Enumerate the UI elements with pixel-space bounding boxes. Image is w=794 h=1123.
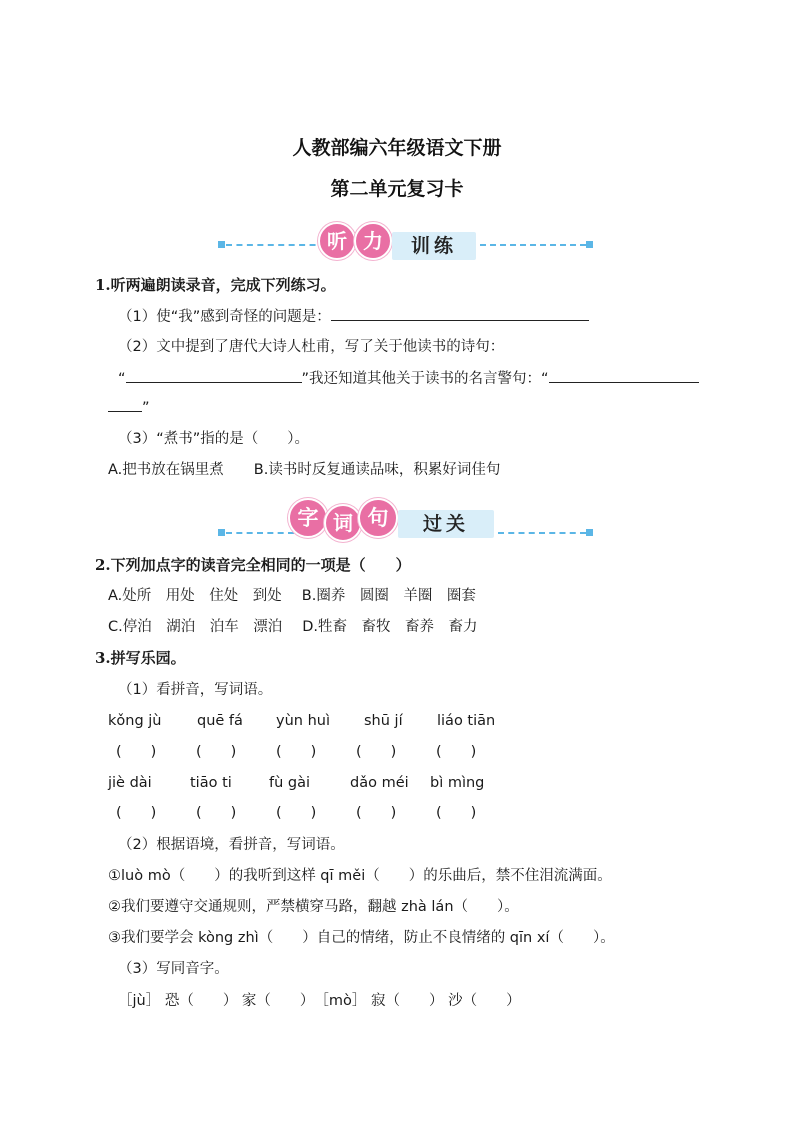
answer-parentheses[interactable]: ( ) xyxy=(356,805,397,821)
question-1-part-2: （2）文中提到了唐代大诗人杜甫，写了关于他读书的诗句： xyxy=(118,339,505,355)
question-1-part-2-quote xyxy=(118,368,699,389)
answer-parentheses[interactable]: ( ) xyxy=(196,805,237,821)
answer-parentheses[interactable]: ( ) xyxy=(276,744,317,760)
pinyin-item: fù gài xyxy=(269,775,311,791)
question-3-heading: 3.拼写乐园。 xyxy=(95,649,186,667)
answer-blank[interactable] xyxy=(108,397,142,412)
pinyin-item: kǒng jù xyxy=(108,713,162,729)
pinyin-row-2 xyxy=(0,773,794,793)
context-sentence-1: ①luò mò（ ）的我听到这样 qī měi（ ）的乐曲后，禁不住泪流满面。 xyxy=(108,868,612,884)
banner-dashed-line xyxy=(498,532,586,534)
answer-parentheses[interactable]: ( ) xyxy=(116,805,157,821)
pinyin-item: shū jí xyxy=(364,713,403,729)
answer-parentheses[interactable]: ( ) xyxy=(116,744,157,760)
answer-parentheses[interactable]: ( ) xyxy=(196,744,237,760)
banner-dashed-line xyxy=(480,244,586,246)
question-3-part-1: （1）看拼音，写词语。 xyxy=(118,682,273,698)
banner-tab: 训练 xyxy=(392,232,476,260)
pinyin-item: dǎo méi xyxy=(350,775,409,791)
answer-blank[interactable] xyxy=(126,368,302,383)
context-sentence-2: ②我们要遵守交通规则，严禁横穿马路，翻越 zhà lán（ ）。 xyxy=(108,899,519,915)
option-b[interactable]: B.读书时反复通读品味，积累好词佳句 xyxy=(253,462,501,478)
pinyin-item: tiāo ti xyxy=(190,775,232,791)
option-c[interactable]: C.停泊 湖泊 泊车 漂泊 xyxy=(108,619,283,635)
answer-parentheses[interactable]: ( ) xyxy=(436,805,477,821)
vocabulary-section-banner xyxy=(218,498,594,544)
pinyin-item: yùn huì xyxy=(276,713,330,729)
question-1-heading: 1.听两遍朗读录音，完成下列练习。 xyxy=(95,276,336,294)
banner-char-2: 力 xyxy=(354,222,392,260)
page-title: 人教部编六年级语文下册 xyxy=(292,137,502,159)
banner-end-square xyxy=(218,529,225,536)
question-1-part-1-text: （1）使“我”感到奇怪的问题是： xyxy=(118,309,331,325)
option-b[interactable]: B.圈养 圆圈 羊圈 圈套 xyxy=(301,588,476,604)
answer-blank[interactable] xyxy=(549,368,699,383)
banner-end-square xyxy=(218,241,225,248)
question-2-row-1 xyxy=(108,586,476,606)
open-quote: “ xyxy=(118,371,126,387)
answer-parentheses[interactable]: ( ) xyxy=(356,744,397,760)
question-1-options xyxy=(108,460,500,480)
question-3-part-2: （2）根据语境，看拼音，写词语。 xyxy=(118,837,345,853)
pinyin-row-1 xyxy=(0,711,794,731)
banner-char-1: 听 xyxy=(318,222,356,260)
pinyin-item: quē fá xyxy=(197,713,243,729)
banner-char-3: 句 xyxy=(358,498,398,538)
banner-char-2: 词 xyxy=(324,504,362,542)
option-a[interactable]: A.把书放在锅里煮 xyxy=(108,462,224,478)
option-a[interactable]: A.处所 用处 住处 到处 xyxy=(108,588,282,604)
quote-continuation-text: ”我还知道其他关于读书的名言警句：“ xyxy=(301,371,549,387)
banner-dashed-line xyxy=(226,244,326,246)
option-d[interactable]: D.牲畜 畜牧 畜养 畜力 xyxy=(302,619,478,635)
question-1-part-1 xyxy=(118,306,589,327)
question-2-heading: 2.下列加点字的读音完全相同的一项是（ ） xyxy=(95,556,411,574)
question-3-part-3: （3）写同音字。 xyxy=(118,961,229,977)
answer-row-1 xyxy=(0,742,794,762)
question-2-row-2 xyxy=(108,617,478,637)
close-quote: ” xyxy=(142,400,150,416)
question-1-part-2-tail xyxy=(108,397,150,418)
pinyin-item: liáo tiān xyxy=(437,713,496,729)
pinyin-item: jiè dài xyxy=(108,775,152,791)
banner-tab: 过关 xyxy=(398,510,494,538)
answer-parentheses[interactable]: ( ) xyxy=(276,805,317,821)
banner-end-square xyxy=(586,529,593,536)
context-sentence-3: ③我们要学会 kòng zhì（ ）自己的情绪，防止不良情绪的 qīn xí（ ）。 xyxy=(108,930,615,946)
question-1-part-3: （3）“煮书”指的是（ ）。 xyxy=(118,431,309,447)
banner-dashed-line xyxy=(226,532,294,534)
page-subtitle: 第二单元复习卡 xyxy=(330,178,464,200)
homophone-row: ［jù］ 恐（ ） 家（ ） ［mò］ 寂（ ） 沙（ ） xyxy=(118,993,521,1009)
pinyin-item: bì mìng xyxy=(430,775,485,791)
banner-char-1: 字 xyxy=(288,498,328,538)
answer-row-2 xyxy=(0,803,794,823)
banner-end-square xyxy=(586,241,593,248)
answer-parentheses[interactable]: ( ) xyxy=(436,744,477,760)
listening-section-banner xyxy=(218,222,594,268)
answer-blank[interactable] xyxy=(331,306,589,321)
